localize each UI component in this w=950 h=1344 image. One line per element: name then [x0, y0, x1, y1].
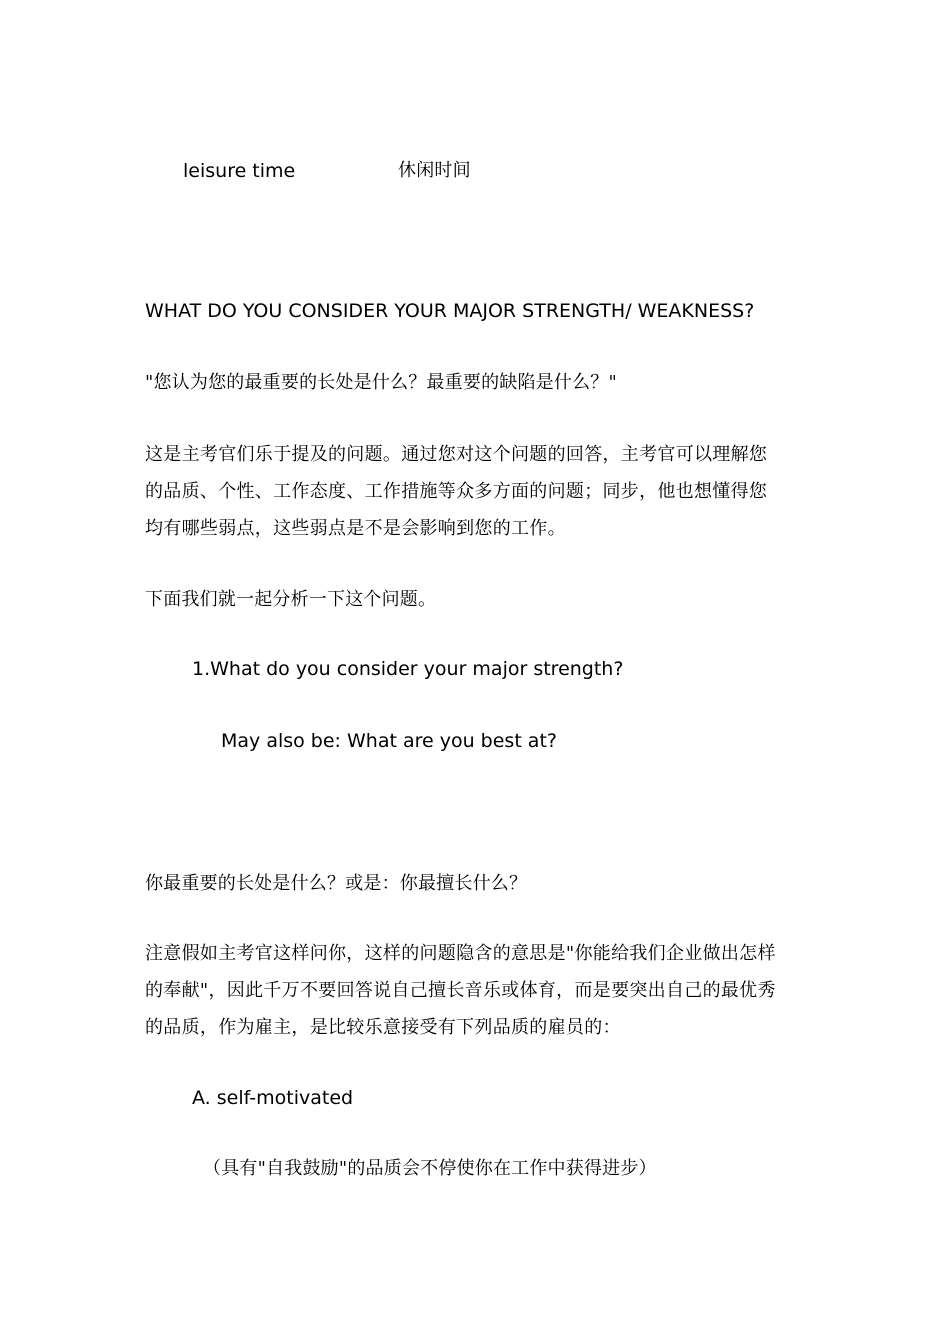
intro-paragraph-line: 这是主考官们乐于提及的问题。通过您对这个问题的回答，主考官可以理解您 [145, 444, 768, 465]
intro-paragraph-line: 均有哪些弱点，这些弱点是不是会影响到您的工作。 [145, 518, 566, 539]
note-paragraph [145, 935, 810, 1046]
question-translation: "您认为您的最重要的长处是什么？最重要的缺陷是什么？" [145, 372, 617, 393]
sub-question: 1.What do you consider your major strength? [192, 658, 624, 680]
intro-paragraph-line: 的品质、个性、工作态度、工作措施等众多方面的问题；同步，他也想懂得您 [145, 481, 768, 502]
intro-paragraph [145, 436, 810, 547]
question-heading: WHAT DO YOU CONSIDER YOUR MAJOR STRENGTH/ WEAKNESS? [145, 300, 755, 322]
note-paragraph-line: 注意假如主考官这样问你，这样的问题隐含的意思是"你能给我们企业做出怎样 [145, 943, 776, 964]
note-paragraph-line: 的品质，作为雇主，是比较乐意接受有下列品质的雇员的： [145, 1017, 621, 1038]
sub-question-alt: May also be: What are you best at? [221, 730, 557, 752]
sub-question-translation: 你最重要的长处是什么？或是：你最擅长什么？ [145, 873, 528, 894]
note-paragraph-line: 的奉献"，因此千万不要回答说自己擅长音乐或体育，而是要突出自己的最优秀 [145, 980, 776, 1001]
analysis-intro: 下面我们就一起分析一下这个问题。 [145, 589, 437, 610]
vocab-english: leisure time [183, 160, 296, 182]
quality-a-note: （具有"自我鼓励"的品质会不停使你在工作中获得进步） [203, 1158, 657, 1179]
quality-a: A. self-motivated [192, 1087, 354, 1109]
vocab-chinese: 休闲时间 [398, 160, 471, 181]
